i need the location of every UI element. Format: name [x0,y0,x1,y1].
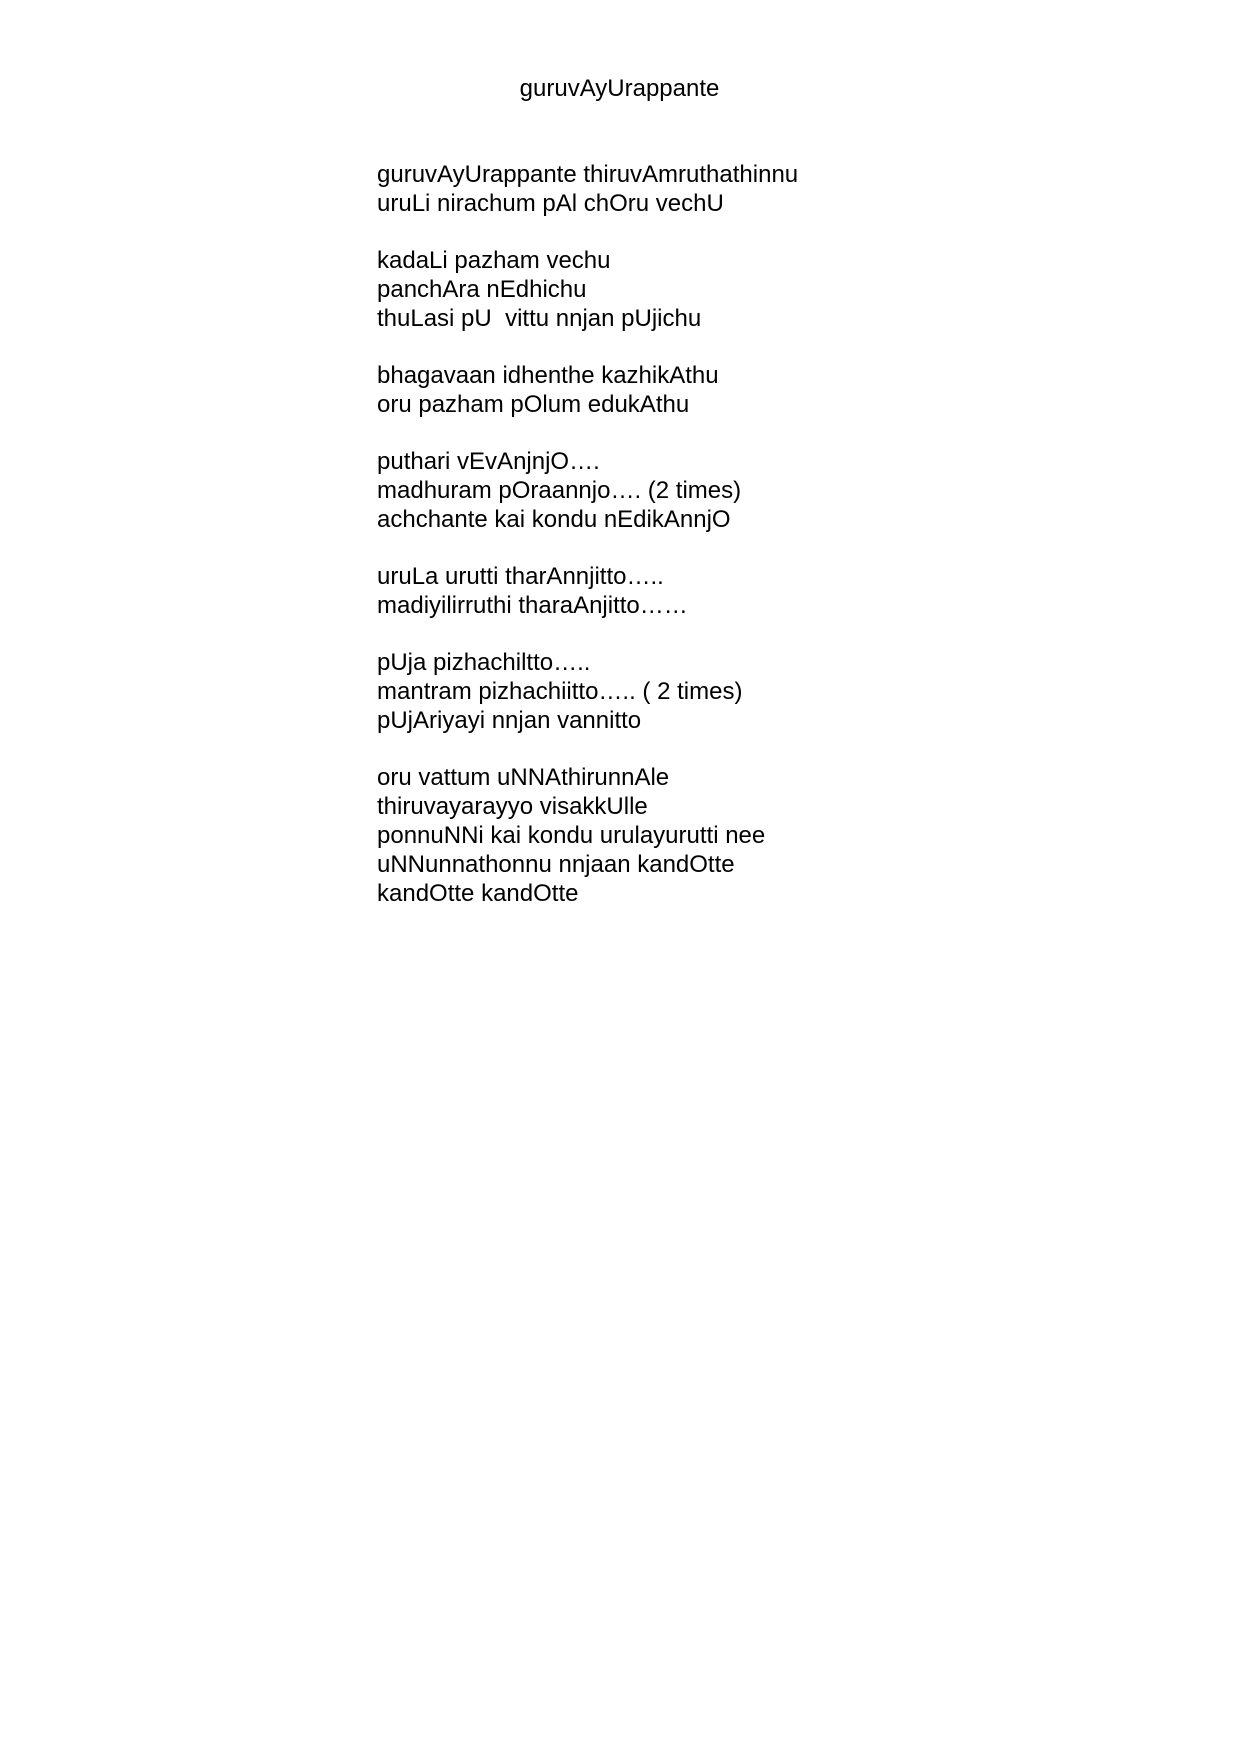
lyric-line: thiruvayarayyo visakkUlle [377,793,648,820]
lyric-line: uNNunnathonnu nnjaan kandOtte [377,851,735,878]
stanza-6 [377,648,1077,735]
stanza-3 [377,361,1077,419]
lyric-line: mantram pizhachiitto….. ( 2 times) [377,678,743,705]
lyric-line: uruLi nirachum pAl chOru vechU [377,190,724,217]
lyric-line: guruvAyUrappante thiruvAmruthathinnu [377,161,799,188]
stanza-2 [377,246,1077,333]
lyric-line: madhuram pOraannjo…. (2 times) [377,477,742,504]
lyrics-body [377,160,1077,936]
page-title: guruvAyUrappante [519,75,720,102]
lyric-line: ponnuNNi kai kondu urulayurutti nee [377,822,766,849]
lyric-line: thuLasi pU vittu nnjan pUjichu [377,305,702,332]
lyric-line: panchAra nEdhichu [377,276,587,303]
lyric-line: bhagavaan idhenthe kazhikAthu [377,362,719,389]
stanza-7 [377,763,1077,908]
lyric-line: puthari vEvAnjnjO…. [377,448,600,475]
lyric-line: oru vattum uNNAthirunnAle [377,764,670,791]
lyric-line: kadaLi pazham vechu [377,247,611,274]
lyric-line: madiyilirruthi tharaAnjitto…… [377,592,688,619]
stanza-5 [377,562,1077,620]
lyric-line: achchante kai kondu nEdikAnnjO [377,506,731,533]
lyric-line: uruLa urutti tharAnnjitto….. [377,563,664,590]
lyric-line: pUjAriyayi nnjan vannitto [377,707,642,734]
stanza-1 [377,160,1077,218]
stanza-4 [377,447,1077,534]
lyric-line: oru pazham pOlum edukAthu [377,391,690,418]
lyric-line: kandOtte kandOtte [377,880,579,907]
lyric-line: pUja pizhachiltto….. [377,649,591,676]
